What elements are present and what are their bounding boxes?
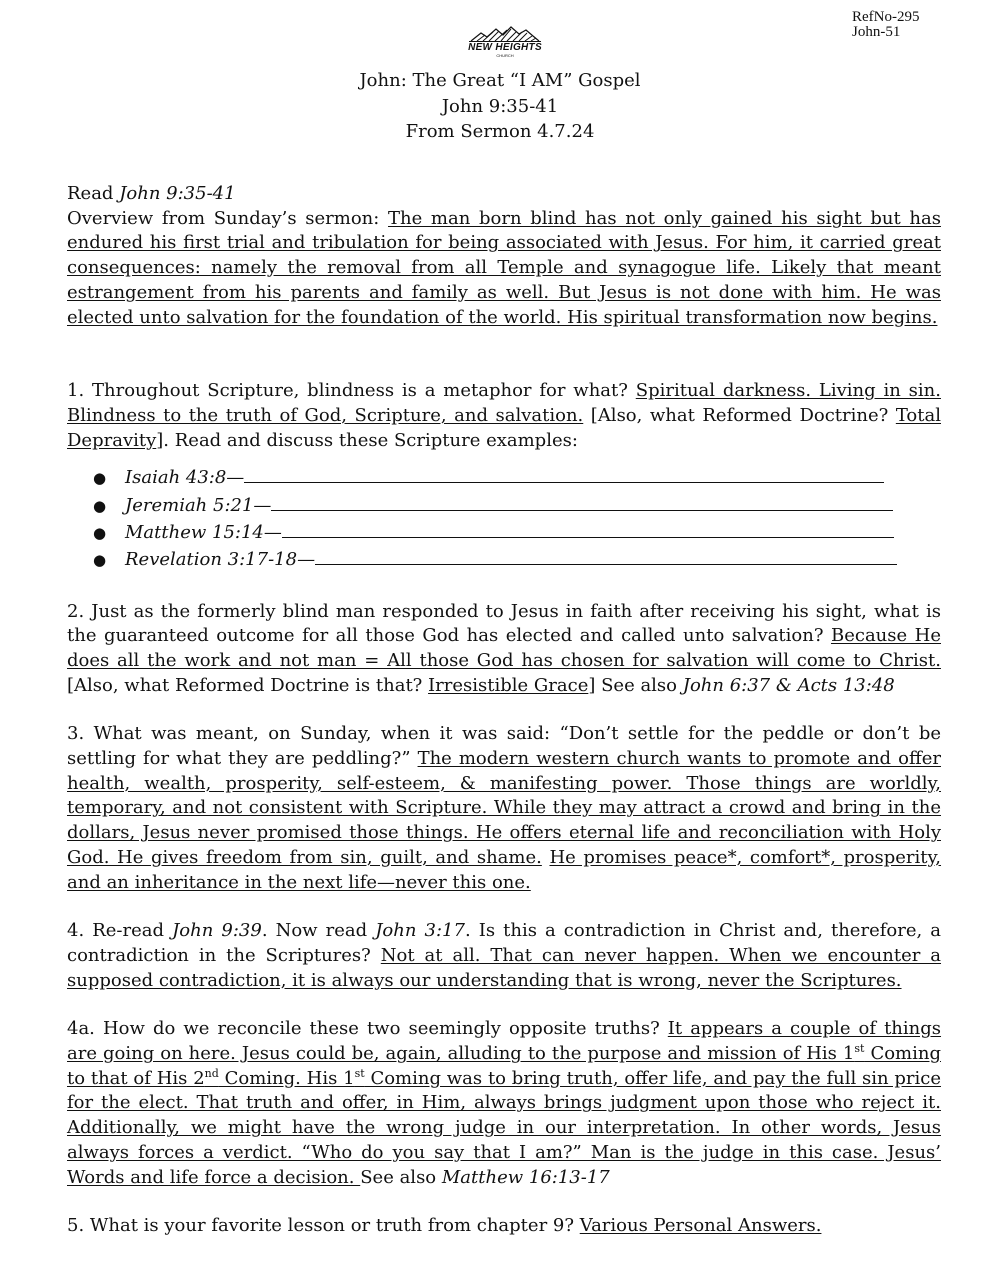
q4-ref1: John 9:39 (172, 920, 262, 942)
answer-blank[interactable] (282, 523, 894, 538)
study-content (67, 182, 941, 1239)
q4-answer: Not at all. That can never happen. When we encounter a supposed contradiction, it is always our understanding that is wrong, never the Scriptures. (67, 944, 942, 991)
list-item (67, 548, 941, 575)
verse-list (67, 466, 941, 575)
verse-ref: Isaiah 43:8— (125, 467, 245, 489)
list-item (67, 466, 941, 493)
q4a-answer (67, 1018, 941, 1187)
bullet-icon: ● (93, 551, 107, 570)
read-line (67, 182, 941, 207)
ref-no: RefNo-295 (852, 9, 920, 25)
title-line-3: From Sermon 4.7.24 (405, 121, 595, 142)
question-4a (67, 1017, 941, 1190)
verse-ref: Revelation 3:17-18— (125, 549, 316, 571)
bullet-icon: ● (93, 469, 107, 488)
q4-p3: . Is this a contradiction in Christ and, therefore, a contradiction in the Scriptures? (67, 920, 941, 966)
read-ref: John 9:35-41 (119, 183, 236, 204)
overview-paragraph (67, 207, 941, 331)
verse-ref: Jeremiah 5:21— (125, 494, 272, 516)
q2-mid: [Also, what Reformed Doctrine is that? (67, 674, 429, 696)
bullet-icon: ● (93, 523, 107, 542)
answer-blank[interactable] (315, 550, 897, 565)
q3-answer-a: The modern western church wants to promote and offer health, wealth, prosperity, self-esteem, & manifesting power. Those things are worldly, temporary, and not consistent with Scripture. While they may attract a crowd and bring in the dollars, Jesus never promised those things. He offers eternal life and reconciliation with Holy God. He gives freedom from sin, guilt, and shame. (67, 748, 941, 868)
bullet-icon: ● (93, 496, 107, 515)
q2-refs: John 6:37 & Acts 13:48 (682, 674, 895, 696)
q4-ref2: John 3:17 (375, 920, 465, 942)
q4a-answer-part: Coming. His 1 (218, 1067, 355, 1089)
q4a-see-also: See also (360, 1166, 442, 1188)
q4a-answer-part: Coming was to bring truth, offer life, and pay the full sin price for the elect. That truth and offer, in Him, always brings judgment upon those who reject it. Additionally, we might have the wrong judge in our interpretation. In other words, Jesus always forces a verdict. “Who do you say that I am?” Man is the judge in this case. Jesus’ Words and life force a decision. (67, 1067, 941, 1188)
q4a-ref: Matthew 16:13-17 (441, 1166, 610, 1188)
q4a-answer-part: It appears a couple of things are going on here. Jesus could be, again, alluding to the purpose and mission of His 1 (67, 1018, 942, 1065)
q1-question: 1. Throughout Scripture, blindness is a metaphor for what? (67, 380, 636, 402)
ordinal-suffix: st (354, 1066, 365, 1080)
q2-doctrine: Irresistible Grace (428, 674, 589, 696)
question-1 (67, 379, 941, 453)
q5-answer: Various Personal Answers. (579, 1215, 822, 1237)
overview-label: Overview from Sunday’s sermon: (67, 207, 388, 229)
list-item (67, 521, 941, 548)
q2-answer: Because He does all the work and not man = All those God has chosen for salvation will come to Christ. (67, 625, 941, 671)
reference-number (852, 10, 920, 40)
document-title (0, 68, 1000, 145)
q4-p2: . Now read (261, 920, 376, 942)
ref-code: John-51 (852, 24, 901, 40)
q2-see-also: ] See also (588, 674, 683, 696)
q4a-question: 4a. How do we reconcile these two seemingly opposite truths? (67, 1018, 668, 1040)
answer-blank[interactable] (271, 496, 893, 511)
q3-question: 3. What was meant, on Sunday, when it was said: “Don’t settle for the peddle or don’t be settling for what they are peddling?” (67, 723, 941, 770)
question-4 (67, 919, 941, 993)
q3-answer-b: He promises peace*, comfort*, prosperity, and an inheritance in the next life—never this one. (67, 846, 942, 893)
q1-end: ]. Read and discuss these Scripture examples: (156, 429, 578, 451)
ordinal-suffix: nd (204, 1066, 219, 1080)
list-item (67, 494, 941, 521)
question-5 (67, 1214, 941, 1239)
q2-question: 2. Just as the formerly blind man responded to Jesus in faith after receiving his sight, what is the guaranteed outcome for all those God has elected and called unto salvation? (67, 600, 941, 647)
logo-subtext: CHURCH (496, 53, 514, 58)
question-2 (67, 600, 941, 699)
overview-text: The man born blind has not only gained his sight but has endured his first trial and tribulation for being associated with Jesus. For him, it carried great consequences: namely the removal from all Temple and synagogue life. Likely that meant estrangement from his parents and family as well. But Jesus is not done with him. He was elected unto salvation for the foundation of the world. His spiritual transformation now begins. (67, 207, 941, 328)
logo-text: NEW HEIGHTS (468, 42, 542, 53)
answer-blank[interactable] (244, 468, 884, 483)
q1-doctrine: Total Depravity (67, 404, 941, 451)
q1-mid: [Also, what Reformed Doctrine? (583, 404, 896, 426)
question-3 (67, 722, 941, 895)
q4a-answer-part: Coming to that of His 2 (67, 1043, 941, 1089)
q4-p1: 4. Re-read (67, 920, 173, 942)
title-line-2: John 9:35-41 (441, 95, 559, 117)
church-logo (465, 26, 545, 62)
q5-question: 5. What is your favorite lesson or truth from chapter 9? (67, 1215, 580, 1237)
read-label: Read (67, 183, 120, 204)
ordinal-suffix: st (854, 1042, 865, 1056)
title-line-1: John: The Great “I AM” Gospel (359, 70, 641, 91)
verse-ref: Matthew 15:14— (125, 521, 282, 543)
mountain-logo-icon (469, 26, 541, 42)
q1-answer: Spiritual darkness. Living in sin. Blindness to the truth of God, Scripture, and salvation. (67, 380, 941, 426)
